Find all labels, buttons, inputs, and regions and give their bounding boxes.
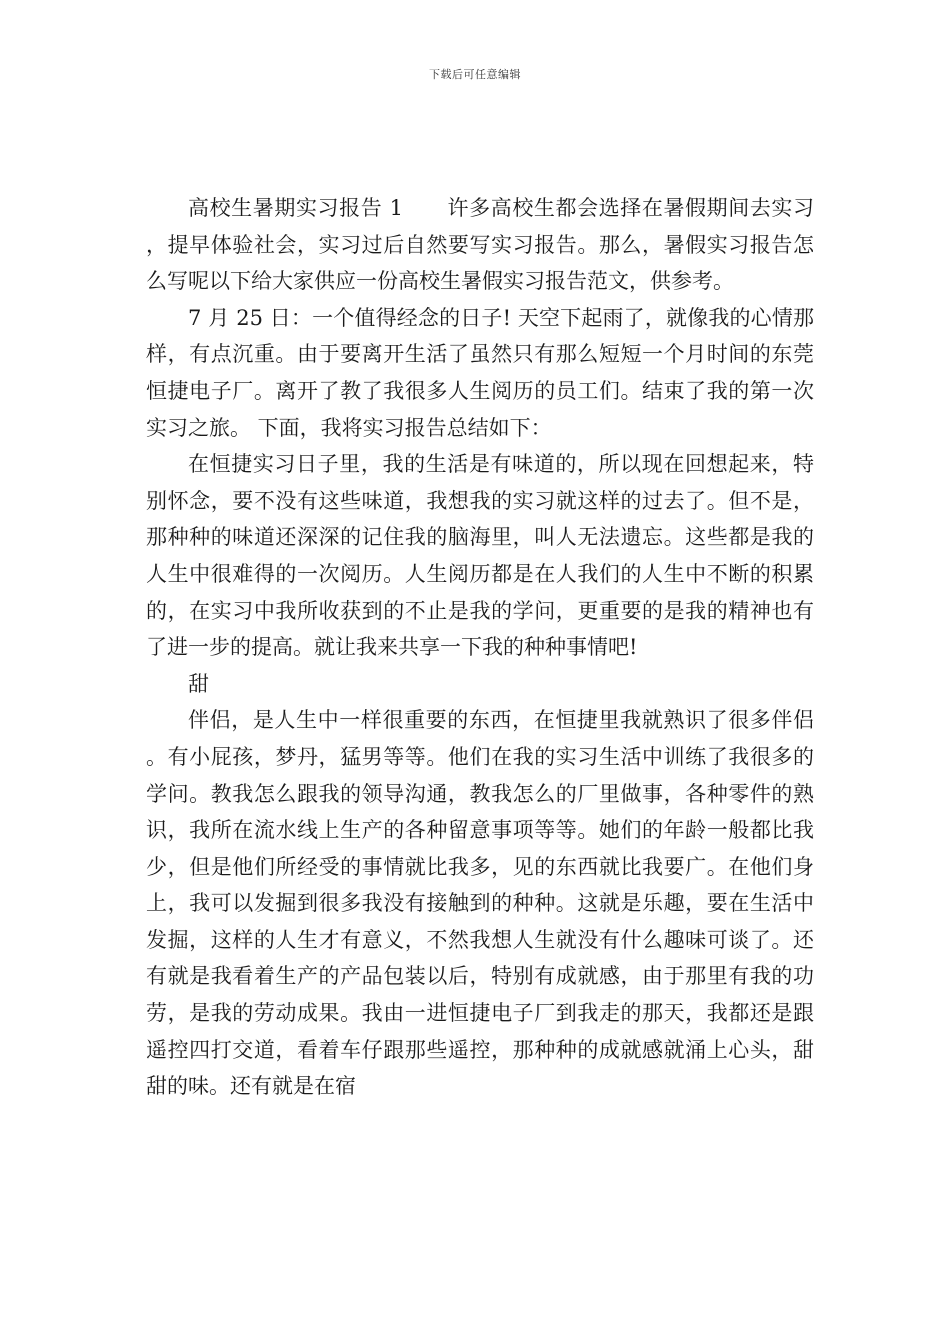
paragraph-partners: 伴侣，是人生中一样很重要的东西，在恒捷里我就熟识了很多伴侣。有小屁孩，梦丹，猛男等等。他们在我的实习生活中训练了我很多的学问。教我怎么跟我的领导沟通，教我怎么的厂里做事，各种零件的熟识，我所在流水线上生产的各种留意事项等等。她们的年龄一般都比我少，但是他们所经受的事情就比我多，见的东西就比我要广。在他们身上，我可以发掘到很多我没有接触到的种种。这就是乐趣，要在生活中发掘，这样的人生才有意义，不然我想人生就没有什么趣味可谈了。还有就是我看着生产的产品包装以后，特别有成就感，由于那里有我的功劳，是我的劳动成果。我由一进恒捷电子厂到我走的那天，我都还是跟遥控四打交道，看着车仔跟那些遥控，那种种的成就感就涌上心头，甜甜的味。还有就是在宿: [146, 708, 814, 1099]
paragraph-date: 7 月 25 日：一个值得经念的日子! 天空下起雨了，就像我的心情那样，有点沉重。由于要离开生活了虽然只有那么短短一个月时间的东莞恒捷电子厂。离开了教了我很多人生阅历的员工们。结束了我的第一次实习之旅。 下面，我将实习报告总结如下：: [146, 305, 814, 440]
document-body: [146, 190, 814, 1105]
intro-paragraph: [146, 190, 814, 300]
intro-text: 许多高校生都会选择在暑假期间去实习，提早体验社会，实习过后自然要写实习报告。那么，暑假实习报告怎么写呢以下给大家供应一份高校生暑假实习报告范文，供参考。: [146, 196, 814, 294]
paragraph-reflection: 在恒捷实习日子里，我的生活是有味道的，所以现在回想起来，特别怀念，要不没有这些味道，我想我的实习就这样的过去了。但不是，那种种的味道还深深的记住我的脑海里，叫人无法遗忘。这些都是我的人生中很难得的一次阅历。人生阅历都是在人我们的人生中不断的积累的，在实习中我所收获到的不止是我的学问，更重要的是我的精神也有了进一步的提高。就让我来共享一下我的种种事情吧!: [146, 452, 814, 660]
section-heading-sweet: 甜: [188, 671, 209, 696]
report-title: 高校生暑期实习报告 1: [188, 196, 403, 220]
page-header: 下载后可任意编辑: [429, 68, 521, 81]
